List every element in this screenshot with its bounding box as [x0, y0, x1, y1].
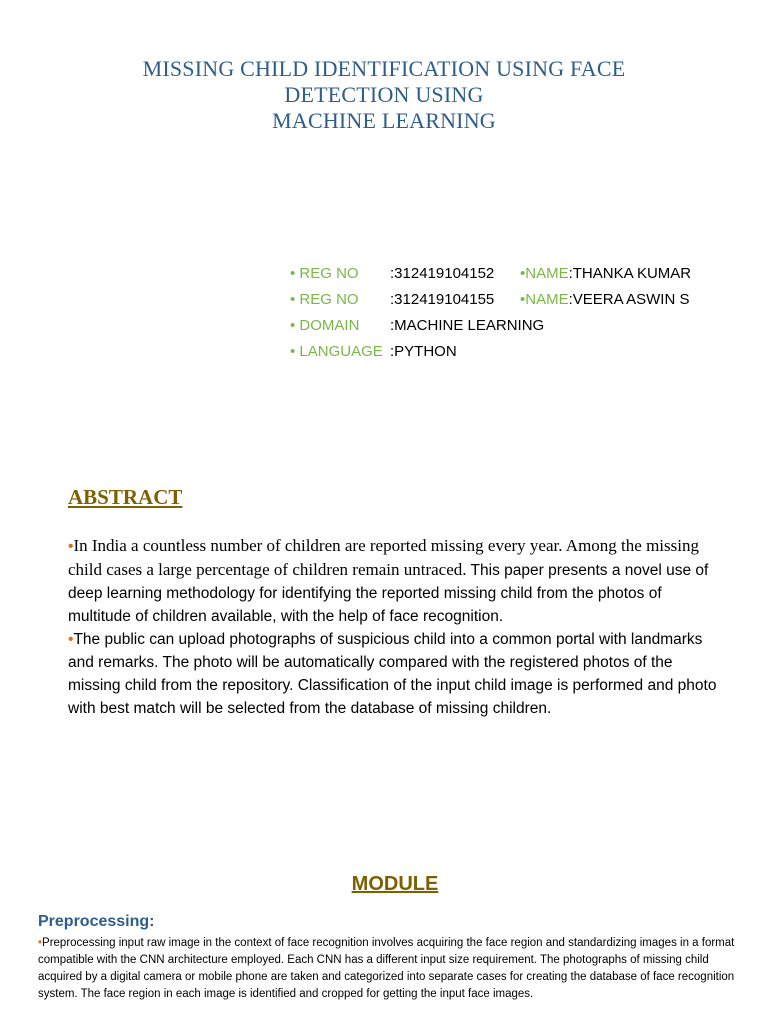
abstract-sentence-serif: In India a countless number of children are reported missing every year. Among the missing child cases a large percentage of children remain untraced.: [68, 536, 699, 579]
preprocessing-body: [38, 935, 738, 1003]
name-field: [520, 264, 691, 284]
abstract-heading: ABSTRACT: [68, 485, 183, 509]
document-title: [0, 56, 768, 134]
title-line-1: MISSING CHILD IDENTIFICATION USING FACE: [142, 56, 626, 81]
title-line-3: MACHINE LEARNING: [272, 108, 496, 133]
name-label: •NAME: [520, 265, 569, 282]
name-value: :THANKA KUMAR: [568, 265, 692, 282]
reg-no-label: • REG NO: [290, 265, 359, 282]
domain-value: :MACHINE LEARNING: [390, 317, 545, 334]
student-info: [290, 264, 760, 368]
name-value: :VEERA ASWIN S: [568, 291, 690, 308]
name-label: •NAME: [520, 291, 569, 308]
info-row-domain: [290, 316, 760, 342]
name-field: [520, 290, 689, 310]
title-line-2: DETECTION USING: [284, 82, 484, 107]
info-row-reg-2: [290, 290, 760, 316]
module-heading: MODULE: [351, 873, 439, 895]
info-row-language: [290, 342, 760, 368]
bullet-icon: •: [68, 538, 74, 555]
reg-no-value: :312419104155: [390, 291, 495, 308]
language-value: :PYTHON: [390, 343, 457, 360]
info-row-reg-1: [290, 264, 760, 290]
abstract-body: [68, 534, 718, 720]
abstract-paragraph-2: [68, 628, 718, 720]
abstract-sentence-rest: This paper presents a novel use of deep learning methodology for identifying the reported missing child from the photos of multitude of children available, with the help of face recognition.: [68, 562, 709, 625]
reg-no-value: :312419104152: [390, 265, 495, 282]
language-label: • LANGUAGE: [290, 343, 383, 360]
abstract-paragraph-1: [68, 534, 718, 628]
bullet-icon: •: [38, 937, 43, 949]
domain-label: • DOMAIN: [290, 317, 360, 334]
preprocessing-text: Preprocessing input raw image in the context of face recognition involves acquiring the face region and standardizing images in a format compatible with the CNN architecture employed. Each CNN has a different input size requirement. The photographs of missing child acquired by a digital camera or mobile phone are taken and categorized into separate cases for creating the database of face recognition system. The face region in each image is identified and cropped for getting the input face images.: [38, 937, 735, 1000]
bullet-icon: •: [68, 631, 74, 648]
reg-no-label: • REG NO: [290, 291, 359, 308]
preprocessing-heading: Preprocessing:: [38, 913, 155, 930]
abstract-paragraph-2-text: The public can upload photographs of suspicious child into a common portal with landmarks and remarks. The photo will be automatically compared with the registered photos of the missing child from the repository. Classification of the input child image is performed and photo with best match will be selected from the database of missing children.: [68, 631, 717, 717]
